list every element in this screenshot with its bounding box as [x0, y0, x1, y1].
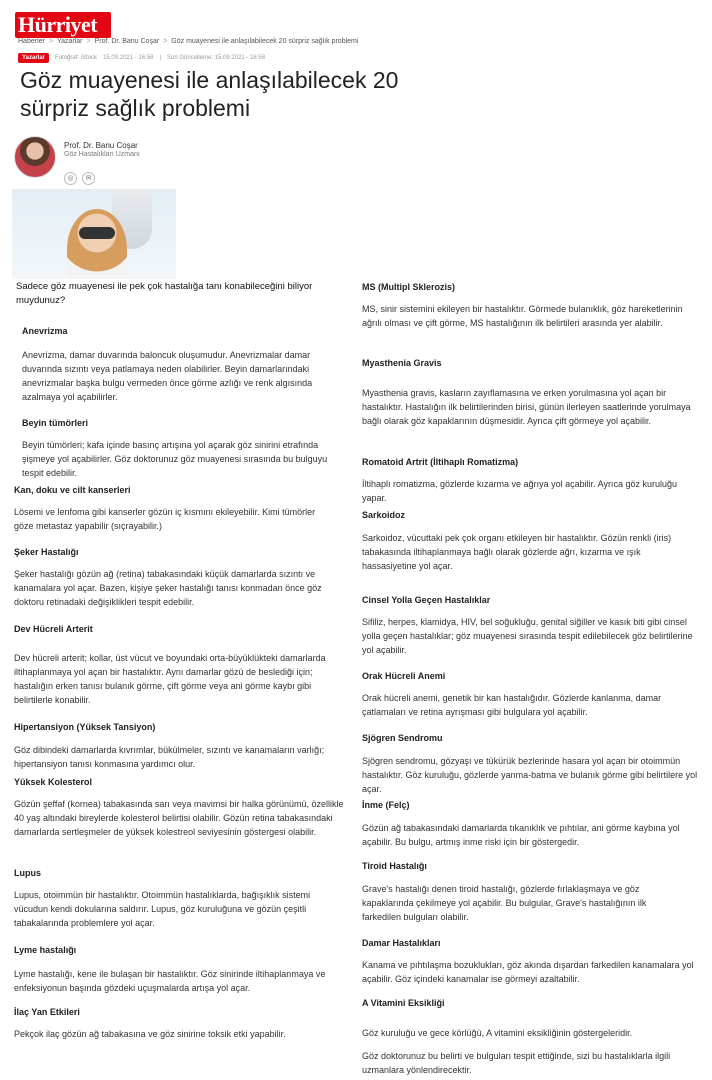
section-heading: İnme (Felç) [362, 800, 410, 810]
section-heading: Tiroid Hastalığı [362, 861, 427, 871]
section-text: Sarkoidoz, vücuttaki pek çok organı etkileyen bir hastalıktır. Gözün renkli (iris) tabakasında iltihaplanmaya bağlı olarak gözlerde ağrı, kızarma ve ışık hassasiyetine yol açar. [362, 533, 672, 571]
section-heading: A Vitamini Eksikliği [362, 998, 445, 1008]
article-left-column [14, 0, 354, 1080]
article-right-column [362, 0, 707, 1080]
section-heading: Lyme hastalığı [14, 945, 77, 955]
section-text: Göz dibindeki damarlarda kıvrımlar, bükülmeler, sızıntı ve kanamaların varlığı; hipertansiyon tanısı konmasına yardımcı olur. [14, 745, 325, 769]
update-date: Son Güncelleme: 15.09.2021 - 16:58 [167, 55, 266, 61]
section-text: Sifiliz, herpes, klamidya, HIV, bel soğukluğu, genital siğiller ve kasık biti gibi cinsel yolla geçen hastalıklar; göz muayenesi sırasında tespit edilebilecek göz belirtilerine yol açabilir. [362, 617, 693, 655]
section-heading: Kan, doku ve cilt kanserleri [14, 485, 131, 495]
section-text: Gözün şeffaf (kornea) tabakasında sarı veya mavimsi bir halka görünümü, özellikle 40 yaş altındaki bireylerde kolesterol belirtisi olabilir. Gözün retina tabakasındaki damarlarda sertleşmeler de yüksek kolestreol seviyesinin göstergesi olabilir. [14, 799, 344, 837]
section-heading: Sjögren Sendromu [362, 733, 443, 743]
section-heading: Sarkoidoz [362, 510, 406, 520]
article-title: Göz muayenesi ile anlaşılabilecek 20 sürpriz sağlık problemi [20, 67, 399, 121]
section-heading: Dev Hücreli Arterit [14, 624, 93, 634]
photo-credit: Fotoğraf: iStock [55, 55, 98, 61]
section-heading: Myasthenia Gravis [362, 358, 442, 368]
section-heading: MS (Multipl Sklerozis) [362, 282, 456, 292]
breadcrumb-separator: > [163, 38, 168, 45]
section-text: Kanama ve pıhtılaşma bozuklukları, göz akında dışardan farkedilen kanamalara yol açabilir. Göz içindeki kanamalar ise görmeyi azaltabilir. [362, 960, 694, 984]
section-heading: Yüksek Kolesterol [14, 777, 93, 787]
breadcrumb-item-haberler[interactable]: Haberler [18, 38, 45, 45]
section-text: Göz doktorunuz bu belirti ve bulguları tespit ettiğinde, sizi bu hastalıklarla ilgili uzmanlara yönlendirecektir. [362, 1051, 671, 1075]
section-text: Myasthenia gravis, kasların zayıflamasına ve erken yorulmasına yol açan bir hastalıktır. Hastalığın ilk belirtilerinden birisi, günün ilerleyen saatlerinde yorulmaya bağlı olarak göz kapaklarının düşmesidir. Ayrıca çift görmeye yol açabilir. [362, 388, 691, 426]
section-text: Beyin tümörleri; kafa içinde basınç artışına yol açarak göz sinirini etrafında şişmeye yol açabilirler. Göz doktorunuz göz muayenesi sırasında bu bulguyu tespit edebilir. [22, 440, 328, 478]
author-role: Göz Hastalıkları Uzmanı [64, 151, 140, 158]
article-intro: Sadece göz muayenesi ile pek çok hastalığa tanı konabileceğini biliyor muydunuz? [16, 281, 313, 306]
section-text: Şeker hastalığı gözün ağ (retina) tabakasındaki küçük damarlarda sızıntı ve kanamalara yol açar. Bazen, kişiye şeker hastalığı tanısı konmadan önce göz doktoru retinadaki değişiklikleri tespit edebilir. [14, 569, 322, 607]
breadcrumb-separator: > [48, 38, 53, 45]
section-heading: Romatoid Artrit (İltihaplı Romatizma) [362, 457, 519, 467]
section-heading: Lupus [14, 868, 41, 878]
meta-separator: | [159, 55, 162, 61]
section-heading: Beyin tümörleri [22, 418, 89, 428]
breadcrumb-item-author[interactable]: Prof. Dr. Banu Coşar [94, 38, 160, 45]
breadcrumb-separator: > [86, 38, 91, 45]
section-text: Anevrizma, damar duvarında baloncuk oluşumudur. Anevrizmalar damar duvarında sızıntı veya patlamaya neden olabilirler. Beyin damarlarındaki anevrizmalar başka bulgu vermeden önce görme azlığı ve renk algısında azalmaya yol açabilirler. [22, 350, 313, 402]
section-heading: Cinsel Yolla Geçen Hastalıklar [362, 595, 491, 605]
publish-date: 15.09.2021 - 16:58 [103, 55, 154, 61]
section-text: İltihaplı romatizma, gözlerde kızarma ve ağrıya yol açabilir. Ayrıca göz kuruluğu yapar. [362, 479, 677, 503]
section-heading: Orak Hücreli Anemi [362, 671, 446, 681]
author-name[interactable]: Prof. Dr. Banu Coşar [64, 141, 138, 150]
mail-icon[interactable]: ✉ [82, 172, 95, 185]
section-heading: Hipertansiyon (Yüksek Tansiyon) [14, 722, 156, 732]
section-text: Gözün ağ tabakasındaki damarlarda tıkanıklık ve pıhtılar, ani görme kaybına yol açabilir. Bu bulgu, artmış inme riski için bir göstergedir. [362, 823, 680, 847]
section-text: Sjögren sendromu, gözyaşı ve tükürük bezlerinde hasara yol açan bir otoimmün hastalıktır. Göz kuruluğu, gözlerde yanma-batma ve bulanık görme gibi belirtilere yol açar. [362, 756, 698, 794]
section-heading: İlaç Yan Etkileri [14, 1007, 80, 1017]
section-text: Lupus, otoimmün bir hastalıktır. Otoimmün hastalıklarda, bağışıklık sistemi vücudun kendi dokularına saldırır. Lupus, göz kuruluğuna ve gözün çeşitli tabakalarında problemlere yol açar. [14, 890, 311, 928]
category-badge[interactable]: Yazarlar [18, 53, 49, 63]
instagram-icon[interactable]: ◎ [64, 172, 77, 185]
section-heading: Damar Hastalıkları [362, 938, 441, 948]
breadcrumb-item-yazarlar[interactable]: Yazarlar [56, 38, 83, 45]
section-text: Lyme hastalığı, kene ile bulaşan bir hastalıktır. Göz sinirinde iltihaplanmaya ve enfeksiyonun başında gözdeki uçuşmalarda artışa yol açar. [14, 969, 326, 993]
section-heading: Anevrizma [22, 326, 68, 336]
section-heading: Şeker Hastalığı [14, 547, 79, 557]
section-text: MS, sinir sistemini ekileyen bir hastalıktır. Görmede bulanıklık, göz hareketlerinin ağrılı olması ve çift görme, MS hastalığının ilk belirtileri arasında yer alabilir. [362, 304, 683, 328]
section-text: Dev hücreli arterit; kollar, üst vücut ve boyundaki orta-büyüklükteki damarlarda iltihaplanmaya yol açan bir hastalıktır. Aynı damarlar gözü de beslediği için; hastalığın erken tanısı bulanık görme, çift görme veya ani görme kaybı gibi belirtilerle konabilir. [14, 653, 326, 705]
section-text: Grave's hastalığı denen tiroid hastalığı, gözlerde fırlaklaşmaya ve göz kapaklarında çekilmeye yol açabilir. Bu bulgular, Grave's hastalığının ilk farkedilen bulguları olabilir. [362, 884, 647, 922]
section-text: Pekçok ilaç gözün ağ tabakasına ve göz sinirine toksik etki yapabilir. [14, 1029, 286, 1039]
breadcrumb-item-current: Göz muayenesi ile anlaşılabilecek 20 sürpriz sağlık problemi [171, 38, 359, 45]
section-text: Orak hücreli anemi, genetik bir kan hastalığıdır. Gözlerde kanlanma, damar çatlamaları ve retina ayrışması gibi bulgulara yol açabilir. [362, 693, 662, 717]
logo-text: Hürriyet [18, 12, 98, 37]
section-text: Göz kuruluğu ve gece körlüğü, A vitamini eksikliğinin göstergeleridir. [362, 1028, 633, 1038]
section-text: Lösemi ve lenfoma gibi kanserler gözün iç kısmını ekileyebilir. Kimi tümörler göze metastaz yapabilir (sıçrayabilir.) [14, 507, 316, 531]
